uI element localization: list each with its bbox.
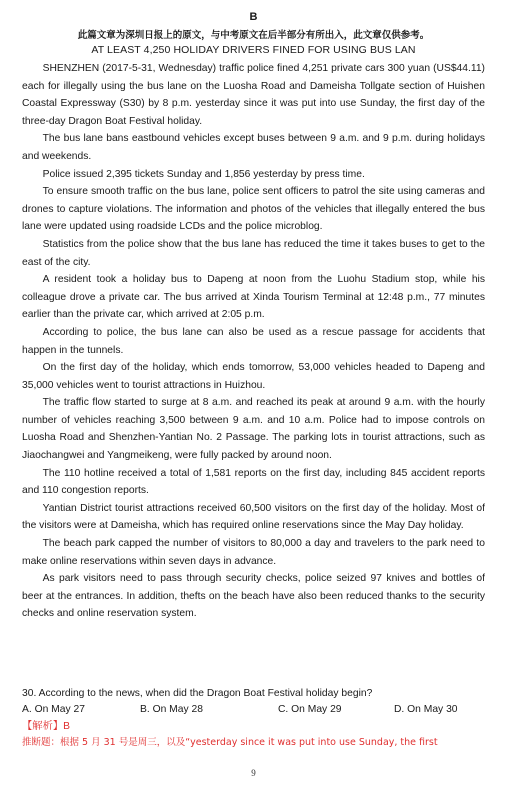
answer-explanation: 推断题：根据 5 月 31 号是周三，以及“yesterday since it was put into use Sunday, the first	[22, 737, 438, 748]
answer-options	[22, 702, 485, 719]
article-title: AT LEAST 4,250 HOLIDAY DRIVERS FINED FOR USING BUS LAN	[91, 44, 416, 56]
paragraph: The beach park capped the number of visitors to 80,000 a day and travelers to the park need to make online reservations within seven days in advance.	[22, 538, 485, 567]
paragraph: The traffic flow started to surge at 8 a.m. and reached its peak at around 9 a.m. with the hourly number of vehicles reaching 3,500 between 9 a.m. and 10 a.m. Police had to impose controls on Luosha Road and Shenzhen-Yantian No. 2 Passage. The parking lots in tourist attractions, such as Jiaochangwei and Yangmeikeng, were fully packed by around noon.	[22, 397, 485, 462]
question-block	[22, 686, 485, 751]
paragraph: Yantian District tourist attractions received 60,500 visitors on the first day of the holiday. Most of the visitors were at Dameisha, which has required online reservations since the May Day holiday.	[22, 502, 485, 532]
source-note: 此篇文章为深圳日报上的原文，与中考原文在后半部分有所出入，此文章仅供参考。	[77, 30, 430, 41]
paragraph: On the first day of the holiday, which ends tomorrow, 53,000 vehicles headed to Dapeng and 35,000 vehicles went to tourist attractions in Huizhou.	[22, 362, 485, 391]
paragraph: Police issued 2,395 tickets Sunday and 1,856 yesterday by press time.	[42, 168, 365, 180]
answer-key: 【解析】B	[22, 721, 71, 732]
paragraph: The 110 hotline received a total of 1,581 reports on the first day, including 845 accident reports and 110 congestion reports.	[22, 467, 485, 497]
option-c: C. On May 29	[278, 704, 342, 715]
article-body	[22, 60, 485, 623]
paragraph: To ensure smooth traffic on the bus lane, police sent officers to patrol the site using cameras and drones to capture violations. The information and photos of the vehicles that illegally entered the bus lane were updated using roadside LCDs and the police microblog.	[22, 186, 485, 233]
page-number: 9	[251, 768, 256, 778]
paragraph: The bus lane bans eastbound vehicles except buses between 9 a.m. and 9 p.m. during holidays and weekends.	[22, 133, 485, 162]
paragraph: SHENZHEN (2017-5-31, Wednesday) traffic police fined 4,251 private cars 300 yuan (US$44.11) each for illegally using the bus lane on the Luosha Road and Dameisha Tollgate section of Huishen Coastal Expressway (S30) by 8 p.m. yesterday since it was put into use Sunday, the first day of the three-day Dragon Boat Festival holiday.	[22, 63, 485, 127]
option-d: D. On May 30	[394, 704, 458, 715]
paragraph: Statistics from the police show that the bus lane has reduced the time it takes buses to get to the east of the city.	[22, 238, 485, 268]
paragraph: A resident took a holiday bus to Dapeng at noon from the Luohu Stadium stop, while his colleague drove a private car. The bus arrived at Xinda Tourism Terminal at 12:48 p.m., 77 minutes earlier than the private car, which arrived at 2:05 p.m.	[22, 274, 485, 321]
option-a: A. On May 27	[22, 704, 85, 715]
section-letter: B	[249, 11, 258, 23]
paragraph: According to police, the bus lane can also be used as a rescue passage for accidents that happen in the tunnels.	[22, 326, 485, 356]
option-b: B. On May 28	[140, 704, 203, 715]
question-stem: 30. According to the news, when did the Dragon Boat Festival holiday begin?	[22, 688, 373, 699]
paragraph: As park visitors need to pass through security checks, police seized 97 knives and bottles of beer at the entrances. In addition, thefts on the beach have also been reduced thanks to the security checks and online reservation system.	[22, 573, 485, 620]
